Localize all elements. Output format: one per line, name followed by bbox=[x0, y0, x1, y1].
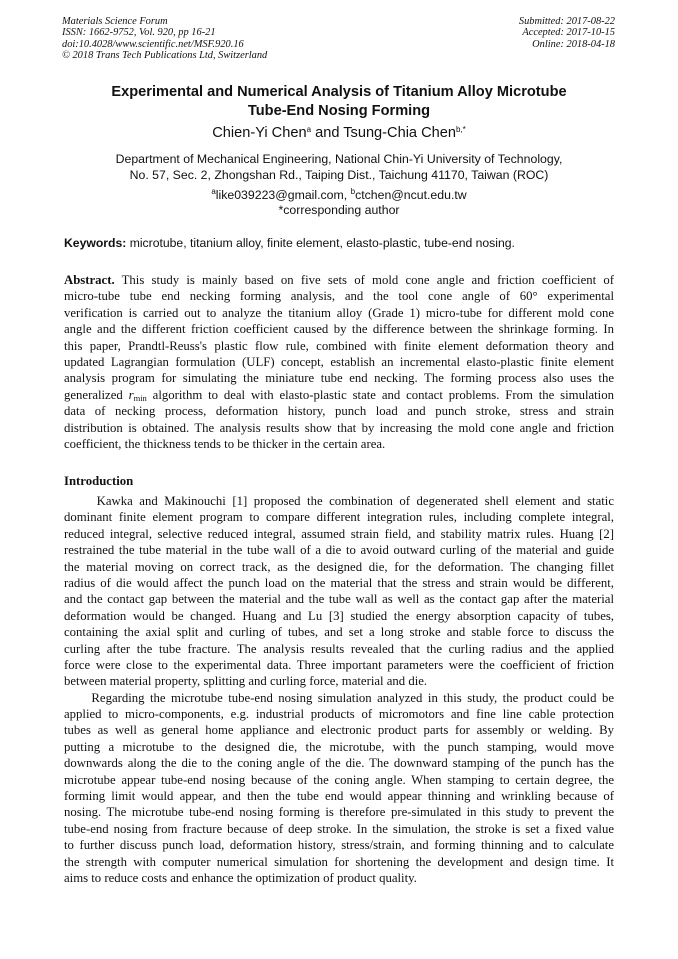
section-heading-introduction: Introduction bbox=[64, 474, 134, 488]
intro-line: radius of die would affect the punch load on the material that the stress and strain would be different, bbox=[64, 575, 614, 590]
abstract-line: verification is carried out to analyze the titanium alloy (Grade 1) micro-tube for different mold cone bbox=[64, 305, 614, 320]
email-line bbox=[60, 188, 618, 203]
intro-line: tube-end nosing from fracture because of deep stroke. In the simulation, the stroke is set a fixed value bbox=[64, 821, 614, 836]
online-date: Online: 2018-04-18 bbox=[532, 38, 615, 50]
intro-line: putting a microtube to the designed die, the microtube, with the punch stamping, would move bbox=[64, 739, 614, 754]
intro-line: dominant finite element program to compare different integration rules, including complete integral, bbox=[64, 510, 614, 525]
introduction-body bbox=[64, 493, 614, 886]
abstract-line: coefficient, the thickness tends to be thicker in the certain area. bbox=[64, 436, 386, 451]
abstract-line: updated Lagrangian formulation (ULF) concept, establish an incremental elasto-plastic finite element bbox=[64, 354, 614, 369]
intro-line: forming limit would appear, and then the tube end would appear thinning and wrinkling because of bbox=[64, 789, 614, 804]
keywords-label: Keywords: bbox=[64, 236, 127, 250]
intro-line: between material property, splitting and curling force, material and die. bbox=[64, 674, 428, 689]
copyright-line: © 2018 Trans Tech Publications Ltd, Switzerland bbox=[62, 49, 268, 61]
author-conjunction: and bbox=[311, 125, 344, 141]
intro-line: reduced integral, selective reduced integral, assumed strain field, and stability matrix rules. Huang [2] bbox=[64, 526, 614, 541]
intro-line: the material moving on correct track, as the designed die, for the deformation. The changing fillet bbox=[64, 559, 614, 574]
author-name-1: Chien-Yi Chen bbox=[212, 125, 307, 141]
abstract-label: Abstract. bbox=[64, 273, 115, 287]
intro-line: curling after the tube fracture. The analysis results revealed that the curling radius and the applied bbox=[64, 641, 614, 656]
keywords bbox=[64, 236, 614, 251]
rmin-suffix: algorithm to deal with elasto-plastic state and contact problems. From the simulation bbox=[146, 387, 614, 402]
intro-line: applied to micro-components, e.g. industrial products of micromotors and fine line cable protection bbox=[64, 707, 614, 722]
abstract-line: micro-tube tube end necking forming analysis, and the tool cone angle of 60° experimental bbox=[64, 289, 614, 304]
email-b-mark: b bbox=[350, 187, 356, 196]
affiliation-line-2: No. 57, Sec. 2, Zhongshan Rd., Taiping Dist., Taichung 41170, Taiwan (ROC) bbox=[129, 168, 549, 183]
abstract-line bbox=[64, 272, 614, 288]
intro-line: microtube appear tube-end nosing because of the coning angle. When stamping to certain degree, the bbox=[64, 772, 614, 787]
intro-line: containing the axial split and curling of tubes, and set a long stroke and stable force to discuss the bbox=[64, 625, 614, 640]
email-b: ctchen@ncut.edu.tw bbox=[355, 188, 467, 202]
intro-line: aims to reduce costs and enhance the optimization of product quality. bbox=[64, 870, 417, 885]
intro-line: deformation would be changed. Huang and Lu [3] studied the energy absorption capacity of tubes, bbox=[64, 608, 614, 623]
author-name-2: Tsung-Chia Chen bbox=[343, 125, 456, 141]
submitted-date: Submitted: 2017-08-22 bbox=[518, 16, 615, 27]
email-a: like039223@gmail.com, bbox=[215, 188, 351, 202]
intro-line: force were close to the experimental data. Three important parameters were the coefficient of friction bbox=[64, 657, 614, 672]
intro-line: Regarding the microtube tube-end nosing simulation analyzed in this study, the product could be bbox=[64, 690, 614, 705]
rmin-symbol: r bbox=[128, 387, 134, 402]
intro-line: to further discuss punch load, deformation history, stress/strain, and forming thinning and to calculate bbox=[64, 838, 614, 853]
abstract-line: angle and the different friction coefficient caused by the difference between the shrinkage forming. In bbox=[64, 322, 614, 337]
corresponding-note: *corresponding author bbox=[278, 203, 400, 217]
abstract bbox=[64, 272, 614, 452]
author-list bbox=[40, 124, 638, 142]
abstract-text: This study is mainly based on five sets of mold cone angle and friction coefficient of bbox=[114, 273, 614, 287]
author-2-affil-mark: b,* bbox=[456, 125, 466, 134]
intro-line: downwards along the die to the coning angle of the die. The downward stamping of the punch has the bbox=[64, 756, 614, 771]
issn-line: ISSN: 1662-9752, Vol. 920, pp 16-21 bbox=[62, 27, 216, 39]
intro-line: Kawka and Makinouchi [1] proposed the combination of degenerated shell element and static bbox=[64, 494, 614, 508]
author-1-affil-mark: a bbox=[306, 125, 312, 134]
journal-info bbox=[62, 16, 267, 61]
abstract-line: distribution is obtained. The analysis results show that by increasing the mold cone angle and friction bbox=[64, 420, 614, 435]
journal-name: Materials Science Forum bbox=[62, 16, 168, 27]
title-line-2: Tube-End Nosing Forming bbox=[247, 103, 431, 119]
affiliation-line-1: Department of Mechanical Engineering, National Chin-Yi University of Technology, bbox=[115, 152, 563, 166]
affiliation bbox=[60, 151, 618, 184]
intro-line: nosing. The microtube tube-end nosing forming is therefore pre-simulated in this study to prevent the bbox=[64, 805, 614, 820]
contact-emails bbox=[60, 188, 618, 218]
email-a-mark: a bbox=[211, 187, 216, 196]
keywords-text: microtube, titanium alloy, finite element, elasto-plastic, tube-end nosing. bbox=[126, 236, 515, 250]
submission-dates bbox=[519, 16, 615, 50]
title-line-1: Experimental and Numerical Analysis of Titanium Alloy Microtube bbox=[111, 84, 567, 100]
abstract-line: this paper, Prandtl-Reuss's plastic flow rule, combined with finite element deformation theory and bbox=[64, 338, 614, 353]
rmin-prefix: generalized bbox=[64, 387, 129, 402]
abstract-line: data of necking process, deformation history, punch load and punch stroke, stress and strain bbox=[64, 404, 614, 419]
intro-line: and the contact gap between the material and the tube wall as well as the contact gap after the material bbox=[64, 592, 614, 607]
paper-title bbox=[40, 83, 638, 121]
intro-line: the strength with computer numerical simulation for shortening the development and design time. It bbox=[64, 854, 614, 869]
abstract-line: analysis program for simulating the miniature tube end necking. The forming process also uses the bbox=[64, 371, 614, 386]
intro-line: tubes as well as general home appliance and electronic product parts for assembly or welding. By bbox=[64, 723, 614, 738]
doi-line: doi:10.4028/www.scientific.net/MSF.920.16 bbox=[62, 38, 244, 50]
abstract-line bbox=[64, 387, 614, 403]
accepted-date: Accepted: 2017-10-15 bbox=[522, 27, 615, 39]
rmin-subscript: min bbox=[133, 392, 147, 403]
intro-line: restrained the tube material in the tube wall of a die to avoid outward curling of the material and guide bbox=[64, 543, 614, 558]
